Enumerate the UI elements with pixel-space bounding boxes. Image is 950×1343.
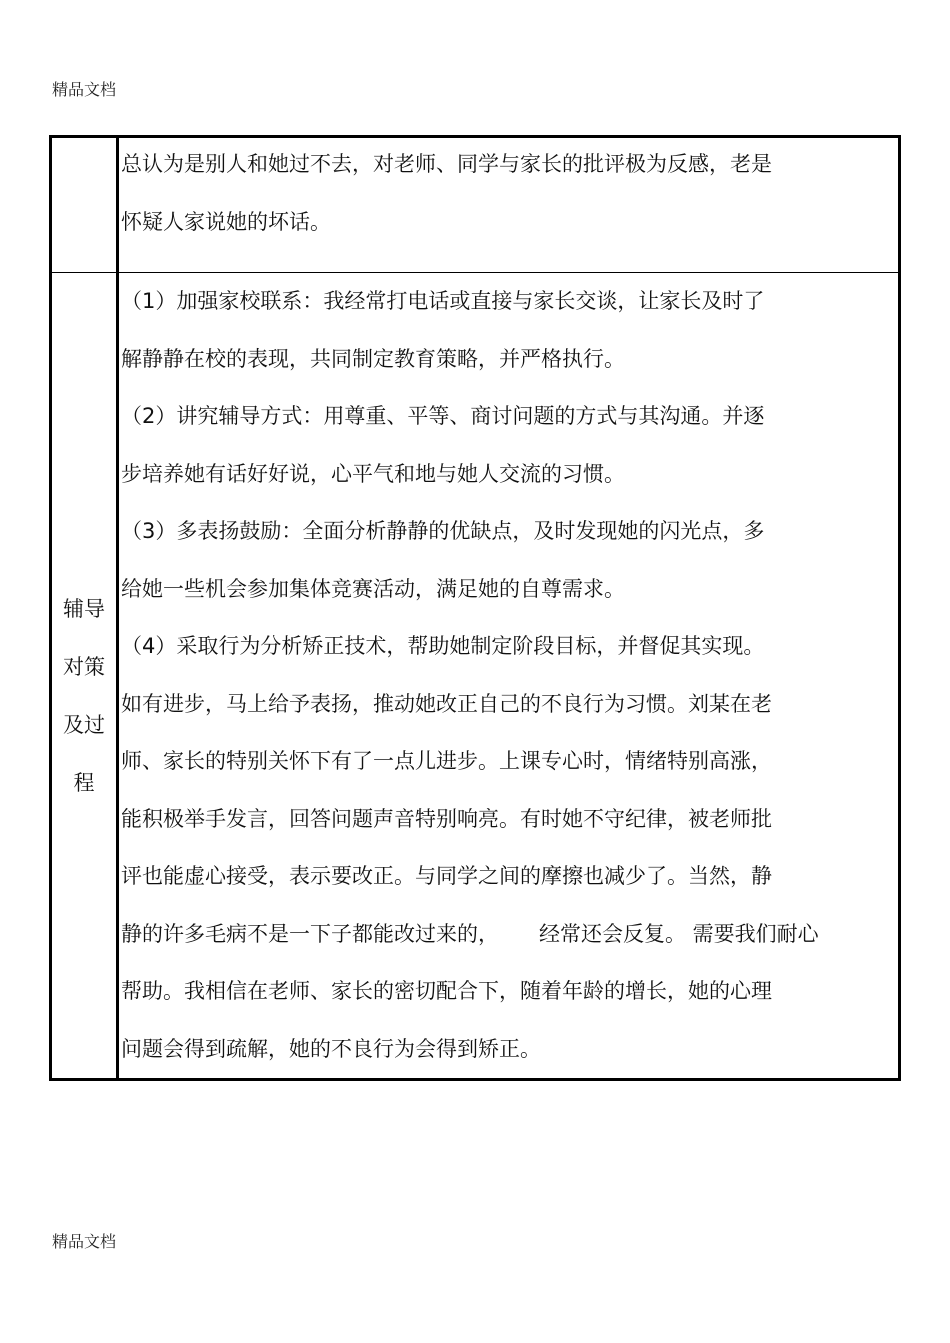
table-row-continued — [51, 137, 900, 273]
content-line: 师、家长的特别关怀下有了一点儿进步。上课专心时，情绪特别高涨， — [121, 749, 772, 773]
content-line-part: 静的许多毛病不是一下子都能改过来的， — [121, 921, 499, 946]
content-line: 能积极举手发言，回答问题声音特别响亮。有时她不守纪律，被老师批 — [121, 806, 772, 831]
row-label-cell-empty — [51, 137, 118, 273]
content-line: 评也能虚心接受，表示要改正。与同学之间的摩擦也减少了。当然，静 — [121, 864, 772, 888]
content-line: 给她一些机会参加集体竞赛活动，满足她的自尊需求。 — [121, 576, 625, 601]
content-line: （3）多表扬鼓励：全面分析静静的优缺点，及时发现她的闪光点，多 — [121, 519, 765, 543]
content-line: 帮助。我相信在老师、家长的密切配合下，随着年龄的增长，她的心理 — [121, 979, 772, 1003]
content-line: （2）讲究辅导方式：用尊重、平等、商讨问题的方式与其沟通。并逐 — [121, 404, 765, 428]
content-line — [121, 906, 898, 964]
row-label-line: 辅导 — [63, 596, 105, 621]
table-row-strategy — [51, 273, 900, 1080]
content-line: （1）加强家校联系：我经常打电话或直接与家长交谈，让家长及时了 — [121, 289, 765, 313]
row-content-cell — [118, 137, 900, 273]
content-line: 步培养她有话好好说，心平气和地与她人交流的习惯。 — [121, 461, 625, 486]
content-line: 怀疑人家说她的坏话。 — [121, 209, 331, 234]
content-line: 如有进步，马上给予表扬，推动她改正自己的不良行为习惯。刘某在老 — [121, 691, 772, 716]
content-line: 总认为是别人和她过不去，对老师、同学与家长的批评极为反感，老是 — [121, 152, 772, 176]
counseling-table — [49, 135, 901, 1081]
content-line: 解静静在校的表现，共同制定教育策略，并严格执行。 — [121, 346, 625, 371]
content-line: （4）采取行为分析矫正技术，帮助她制定阶段目标，并督促其实现。 — [121, 634, 765, 658]
row-label-line: 对策 — [63, 654, 105, 679]
header-watermark: 精品文档 — [52, 80, 117, 99]
row-label-cell — [51, 273, 118, 1080]
footer-watermark: 精品文档 — [52, 1232, 117, 1251]
row-label-line: 程 — [73, 770, 95, 795]
content-line-part: 经常还会反复。 需要我们耐心 — [539, 921, 819, 946]
row-label-line: 及过 — [63, 712, 105, 737]
row-content-cell — [118, 273, 900, 1080]
row-label — [59, 540, 109, 812]
content-line: 问题会得到疏解，她的不良行为会得到矫正。 — [121, 1036, 541, 1061]
